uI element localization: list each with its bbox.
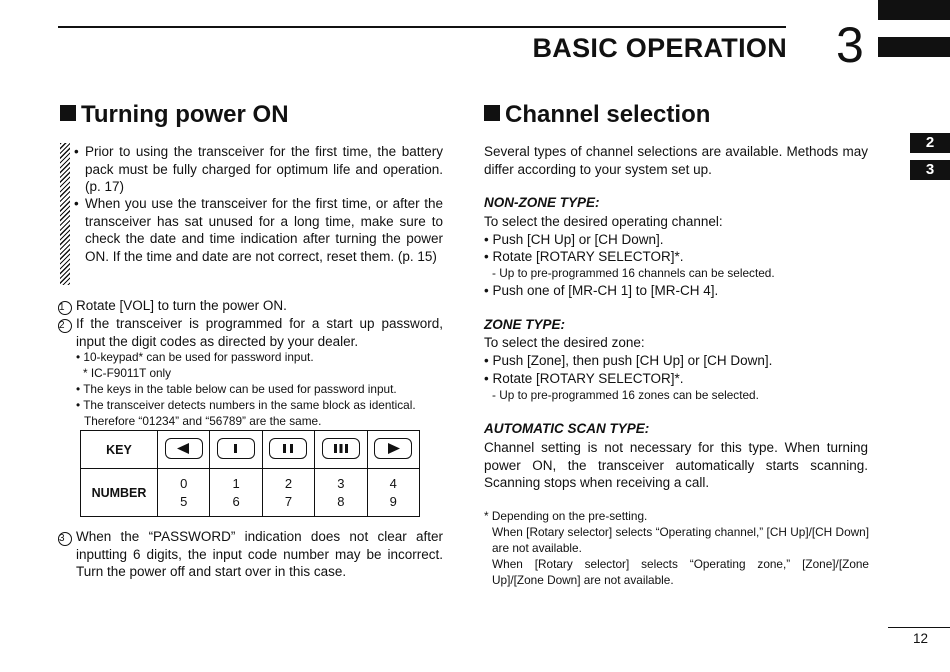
password-key-table: [80, 430, 420, 517]
nonzone-heading: NON-ZONE TYPE:: [484, 195, 600, 210]
auto-paragraph: Channel setting is not necessary for this type. When turning power ON, the transceiver automatically starts scanning. Scanning stops when receiving a call.: [484, 440, 868, 491]
table-cell: [262, 431, 314, 469]
side-tab-3: 3: [910, 160, 950, 180]
note-item: • Prior to using the transceiver for the first time, the battery pack must be fully charged for optimum life and operation. (p. 17): [74, 144, 443, 195]
intro-paragraph: Several types of channel selections are available. Methods may differ according to your system set up.: [484, 144, 868, 177]
caution-hatch-bar: [60, 143, 70, 285]
step-3: 3 When the “PASSWORD” indication does not clear after inputting 6 digits, the input code number may be incorrect. Turn the power off and start over in this case.: [59, 529, 443, 580]
footnote-line: When [Rotary selector] selects “Operating zone,” [Zone]/[Zone Up]/[Zone Down] are not available.: [492, 557, 869, 587]
footnote-line: When [Rotary selector] selects “Operating channel,” [CH Up]/[CH Down] are not available.: [492, 525, 869, 555]
footer-rule: [888, 627, 950, 628]
page-number: 12: [912, 631, 928, 646]
chapter-number: 3: [836, 17, 864, 73]
step-2: 2 If the transceiver is programmed for a start up password, input the digit codes as directed by your dealer.: [59, 316, 443, 349]
table-row: [81, 469, 420, 517]
table-cell: 2 7: [262, 469, 314, 517]
note-item: • When you use the transceiver for the first time, or after the transceiver has sat unused for a long time, make sure to check the date and time indication after turning the power ON. If the time and date are not correct, reset them. (p. 15): [74, 196, 443, 264]
list-item: • Push [CH Up] or [CH Down].: [484, 232, 664, 247]
list-sub-item: - Up to pre-programmed 16 channels can be selected.: [492, 266, 775, 280]
table-cell: 0 5: [158, 469, 210, 517]
list-item: • Rotate [ROTARY SELECTOR]*.: [484, 249, 684, 264]
key-header: KEY: [81, 431, 158, 469]
footnote-star: * Depending on the pre-setting.: [484, 509, 648, 523]
list-item: • Push one of [MR-CH 1] to [MR-CH 4].: [484, 283, 719, 298]
zone-heading: ZONE TYPE:: [484, 317, 566, 332]
list-item: • Rotate [ROTARY SELECTOR]*.: [484, 371, 684, 386]
chapter-bar-bottom: [878, 37, 950, 57]
step-1: 1 Rotate [VOL] to turn the power ON.: [59, 298, 287, 313]
table-cell: 4 9: [367, 469, 419, 517]
table-cell: [210, 431, 262, 469]
list-item: • Push [Zone], then push [CH Up] or [CH Down].: [484, 353, 773, 368]
zone-lead: To select the desired zone:: [484, 335, 645, 350]
sub-note: * IC-F9011T only: [83, 366, 172, 380]
one-bar-key-icon: [217, 438, 255, 459]
table-cell: 1 6: [210, 469, 262, 517]
table-cell: [315, 431, 367, 469]
number-header: NUMBER: [81, 469, 158, 517]
sub-note: • The keys in the table below can be used for password input.: [76, 382, 397, 396]
section-title-channel-selection: Channel selection: [484, 101, 710, 129]
page-header-title: BASIC OPERATION: [532, 33, 787, 63]
auto-heading: AUTOMATIC SCAN TYPE:: [484, 421, 650, 436]
section-title-power-on: Turning power ON: [60, 101, 289, 129]
table-row: [81, 431, 420, 469]
square-bullet-icon: [60, 105, 76, 121]
table-cell: 3 8: [315, 469, 367, 517]
two-bar-key-icon: [269, 438, 307, 459]
nonzone-lead: To select the desired operating channel:: [484, 214, 723, 229]
three-bar-key-icon: [322, 438, 360, 459]
table-cell: [367, 431, 419, 469]
sub-note: • 10-keypad* can be used for password input.: [76, 350, 314, 364]
header-rule: [58, 26, 786, 28]
sub-note: Therefore “01234” and “56789” are the same.: [84, 414, 322, 428]
square-bullet-icon: [484, 105, 500, 121]
chapter-bar-top: [878, 0, 950, 20]
side-tab-2: 2: [910, 133, 950, 153]
list-sub-item: - Up to pre-programmed 16 zones can be selected.: [492, 388, 759, 402]
sub-note: • The transceiver detects numbers in the same block as identical.: [76, 398, 416, 412]
table-cell: [158, 431, 210, 469]
right-arrow-key-icon: [374, 438, 412, 459]
left-arrow-key-icon: [165, 438, 203, 459]
